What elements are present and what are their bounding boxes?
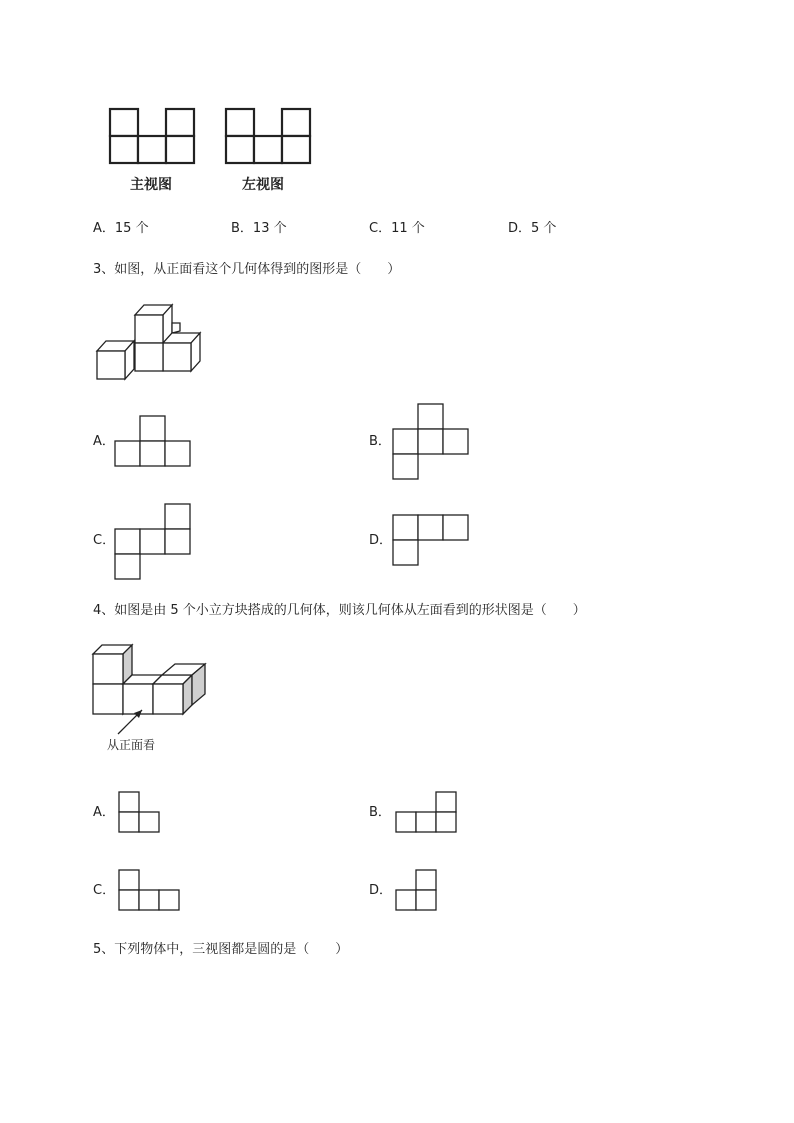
q2-option-d[interactable]: D．5 个 [508, 221, 557, 236]
left-view-figure [224, 107, 314, 197]
front-view-figure [108, 107, 198, 197]
q3-option-a-figure[interactable] [114, 415, 194, 467]
front-view-label: 主视图 [130, 177, 172, 193]
q4-option-c[interactable]: C． [93, 883, 116, 898]
q4-option-d[interactable]: D． [369, 883, 393, 898]
q2-option-a[interactable]: A．15 个 [93, 221, 149, 236]
left-view-label: 左视图 [242, 177, 284, 193]
q4-option-a-figure[interactable] [118, 791, 162, 835]
q3-option-c[interactable]: C． [93, 533, 116, 548]
q4-question: 4、如图是由 5 个小立方块搭成的几何体，则该几何体从左面看到的形状图是（ ） [93, 603, 586, 618]
q4-option-c-figure[interactable] [118, 869, 182, 913]
q4-solid-figure [90, 642, 215, 757]
q4-option-b-figure[interactable] [395, 791, 459, 835]
q3-option-b[interactable]: B． [369, 434, 391, 449]
q2-option-b[interactable]: B．13 个 [231, 221, 287, 236]
q4-figure-label: 从正面看 [107, 738, 156, 752]
q2-option-c[interactable]: C．11 个 [369, 221, 425, 236]
q3-option-c-figure[interactable] [114, 503, 194, 581]
q3-option-d[interactable]: D． [369, 533, 393, 548]
q3-option-a[interactable]: A． [93, 434, 115, 449]
q4-option-b[interactable]: B． [369, 805, 391, 820]
q3-solid-figure [92, 300, 207, 385]
q3-option-b-figure[interactable] [392, 403, 472, 481]
q4-option-a[interactable]: A． [93, 805, 115, 820]
q3-option-d-figure[interactable] [392, 514, 472, 568]
q4-option-d-figure[interactable] [395, 869, 439, 913]
q5-question: 5、下列物体中，三视图都是圆的是（ ） [93, 942, 349, 957]
q3-question: 3、如图，从正面看这个几何体得到的图形是（ ） [93, 262, 401, 277]
